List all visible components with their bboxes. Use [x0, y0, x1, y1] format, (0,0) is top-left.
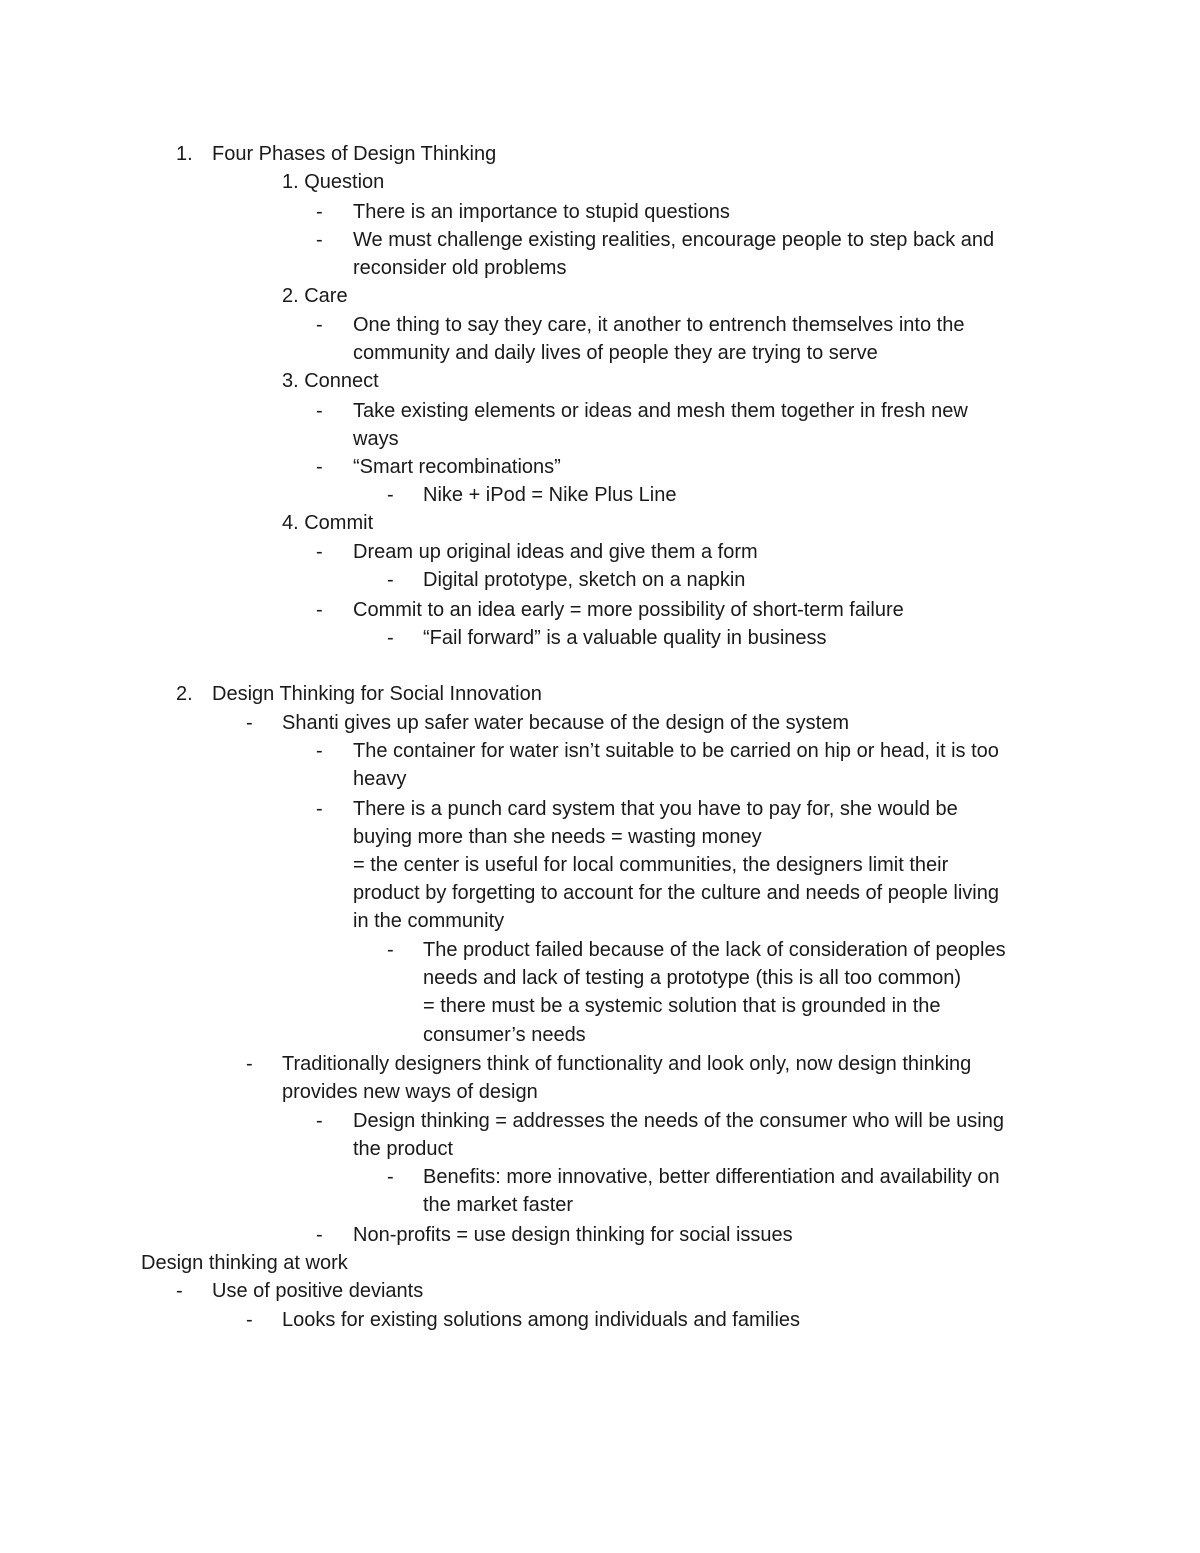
- list-item: Dream up original ideas and give them a form: [353, 541, 758, 563]
- phase-label: 3. Connect: [282, 370, 379, 392]
- list-item: Use of positive deviants: [212, 1280, 424, 1302]
- list-item: the product: [353, 1138, 454, 1160]
- list-subitem: consumer’s needs: [423, 1024, 586, 1046]
- list-item: buying more than she needs = wasting money: [353, 826, 762, 848]
- list-subitem: Looks for existing solutions among individuals and families: [282, 1309, 801, 1331]
- list-item: Take existing elements or ideas and mesh them together in fresh new: [353, 400, 968, 422]
- bullet-dash: -: [316, 541, 323, 563]
- bullet-dash: -: [387, 627, 394, 649]
- phase-label: 4. Commit: [282, 512, 374, 534]
- bullet-dash: -: [316, 400, 323, 422]
- list-number: 1.: [176, 143, 193, 165]
- list-item: reconsider old problems: [353, 257, 567, 279]
- bullet-dash: -: [316, 740, 323, 762]
- bullet-dash: -: [387, 939, 394, 961]
- bullet-dash: -: [316, 1110, 323, 1132]
- list-subitem: = there must be a systemic solution that is grounded in the: [423, 995, 941, 1017]
- section-heading: Design Thinking for Social Innovation: [212, 683, 542, 705]
- bullet-dash: -: [246, 712, 253, 734]
- list-item: Non-profits = use design thinking for social issues: [353, 1224, 793, 1246]
- bullet-dash: -: [246, 1309, 253, 1331]
- bullet-dash: -: [316, 229, 323, 251]
- list-item: heavy: [353, 768, 407, 790]
- section-heading: Design thinking at work: [141, 1252, 348, 1274]
- list-item: There is a punch card system that you have to pay for, she would be: [353, 798, 958, 820]
- list-item: Shanti gives up safer water because of the design of the system: [282, 712, 849, 734]
- list-item: = the center is useful for local communities, the designers limit their: [353, 854, 949, 876]
- list-item: There is an importance to stupid questions: [353, 201, 730, 223]
- list-item: ways: [353, 428, 399, 450]
- list-item: Design thinking = addresses the needs of the consumer who will be using: [353, 1110, 1004, 1132]
- phase-label: 2. Care: [282, 285, 348, 307]
- list-number: 2.: [176, 683, 193, 705]
- phase-label: 1. Question: [282, 171, 385, 193]
- list-subitem: needs and lack of testing a prototype (this is all too common): [423, 967, 962, 989]
- bullet-dash: -: [316, 798, 323, 820]
- bullet-dash: -: [246, 1053, 253, 1075]
- list-subitem: “Fail forward” is a valuable quality in business: [423, 627, 827, 649]
- bullet-dash: -: [316, 1224, 323, 1246]
- list-subitem: Nike + iPod = Nike Plus Line: [423, 484, 677, 506]
- list-item: “Smart recombinations”: [353, 456, 561, 478]
- bullet-dash: -: [316, 314, 323, 336]
- bullet-dash: -: [316, 599, 323, 621]
- list-item: Commit to an idea early = more possibility of short-term failure: [353, 599, 904, 621]
- list-item: provides new ways of design: [282, 1081, 538, 1103]
- bullet-dash: -: [387, 484, 394, 506]
- list-item: One thing to say they care, it another to entrench themselves into the: [353, 314, 965, 336]
- list-item: We must challenge existing realities, encourage people to step back and: [353, 229, 995, 251]
- section-heading: Four Phases of Design Thinking: [212, 143, 497, 165]
- list-subitem: The product failed because of the lack of consideration of peoples: [423, 939, 1006, 961]
- list-subitem: Digital prototype, sketch on a napkin: [423, 569, 746, 591]
- bullet-dash: -: [176, 1280, 183, 1302]
- bullet-dash: -: [387, 1166, 394, 1188]
- list-subitem: the market faster: [423, 1194, 574, 1216]
- list-item: community and daily lives of people they are trying to serve: [353, 342, 878, 364]
- list-item: in the community: [353, 910, 505, 932]
- bullet-dash: -: [316, 201, 323, 223]
- bullet-dash: -: [387, 569, 394, 591]
- list-item: Traditionally designers think of functionality and look only, now design thinking: [282, 1053, 972, 1075]
- list-item: product by forgetting to account for the culture and needs of people living: [353, 882, 999, 904]
- bullet-dash: -: [316, 456, 323, 478]
- list-subitem: Benefits: more innovative, better differentiation and availability on: [423, 1166, 1000, 1188]
- list-item: The container for water isn’t suitable to be carried on hip or head, it is too: [353, 740, 999, 762]
